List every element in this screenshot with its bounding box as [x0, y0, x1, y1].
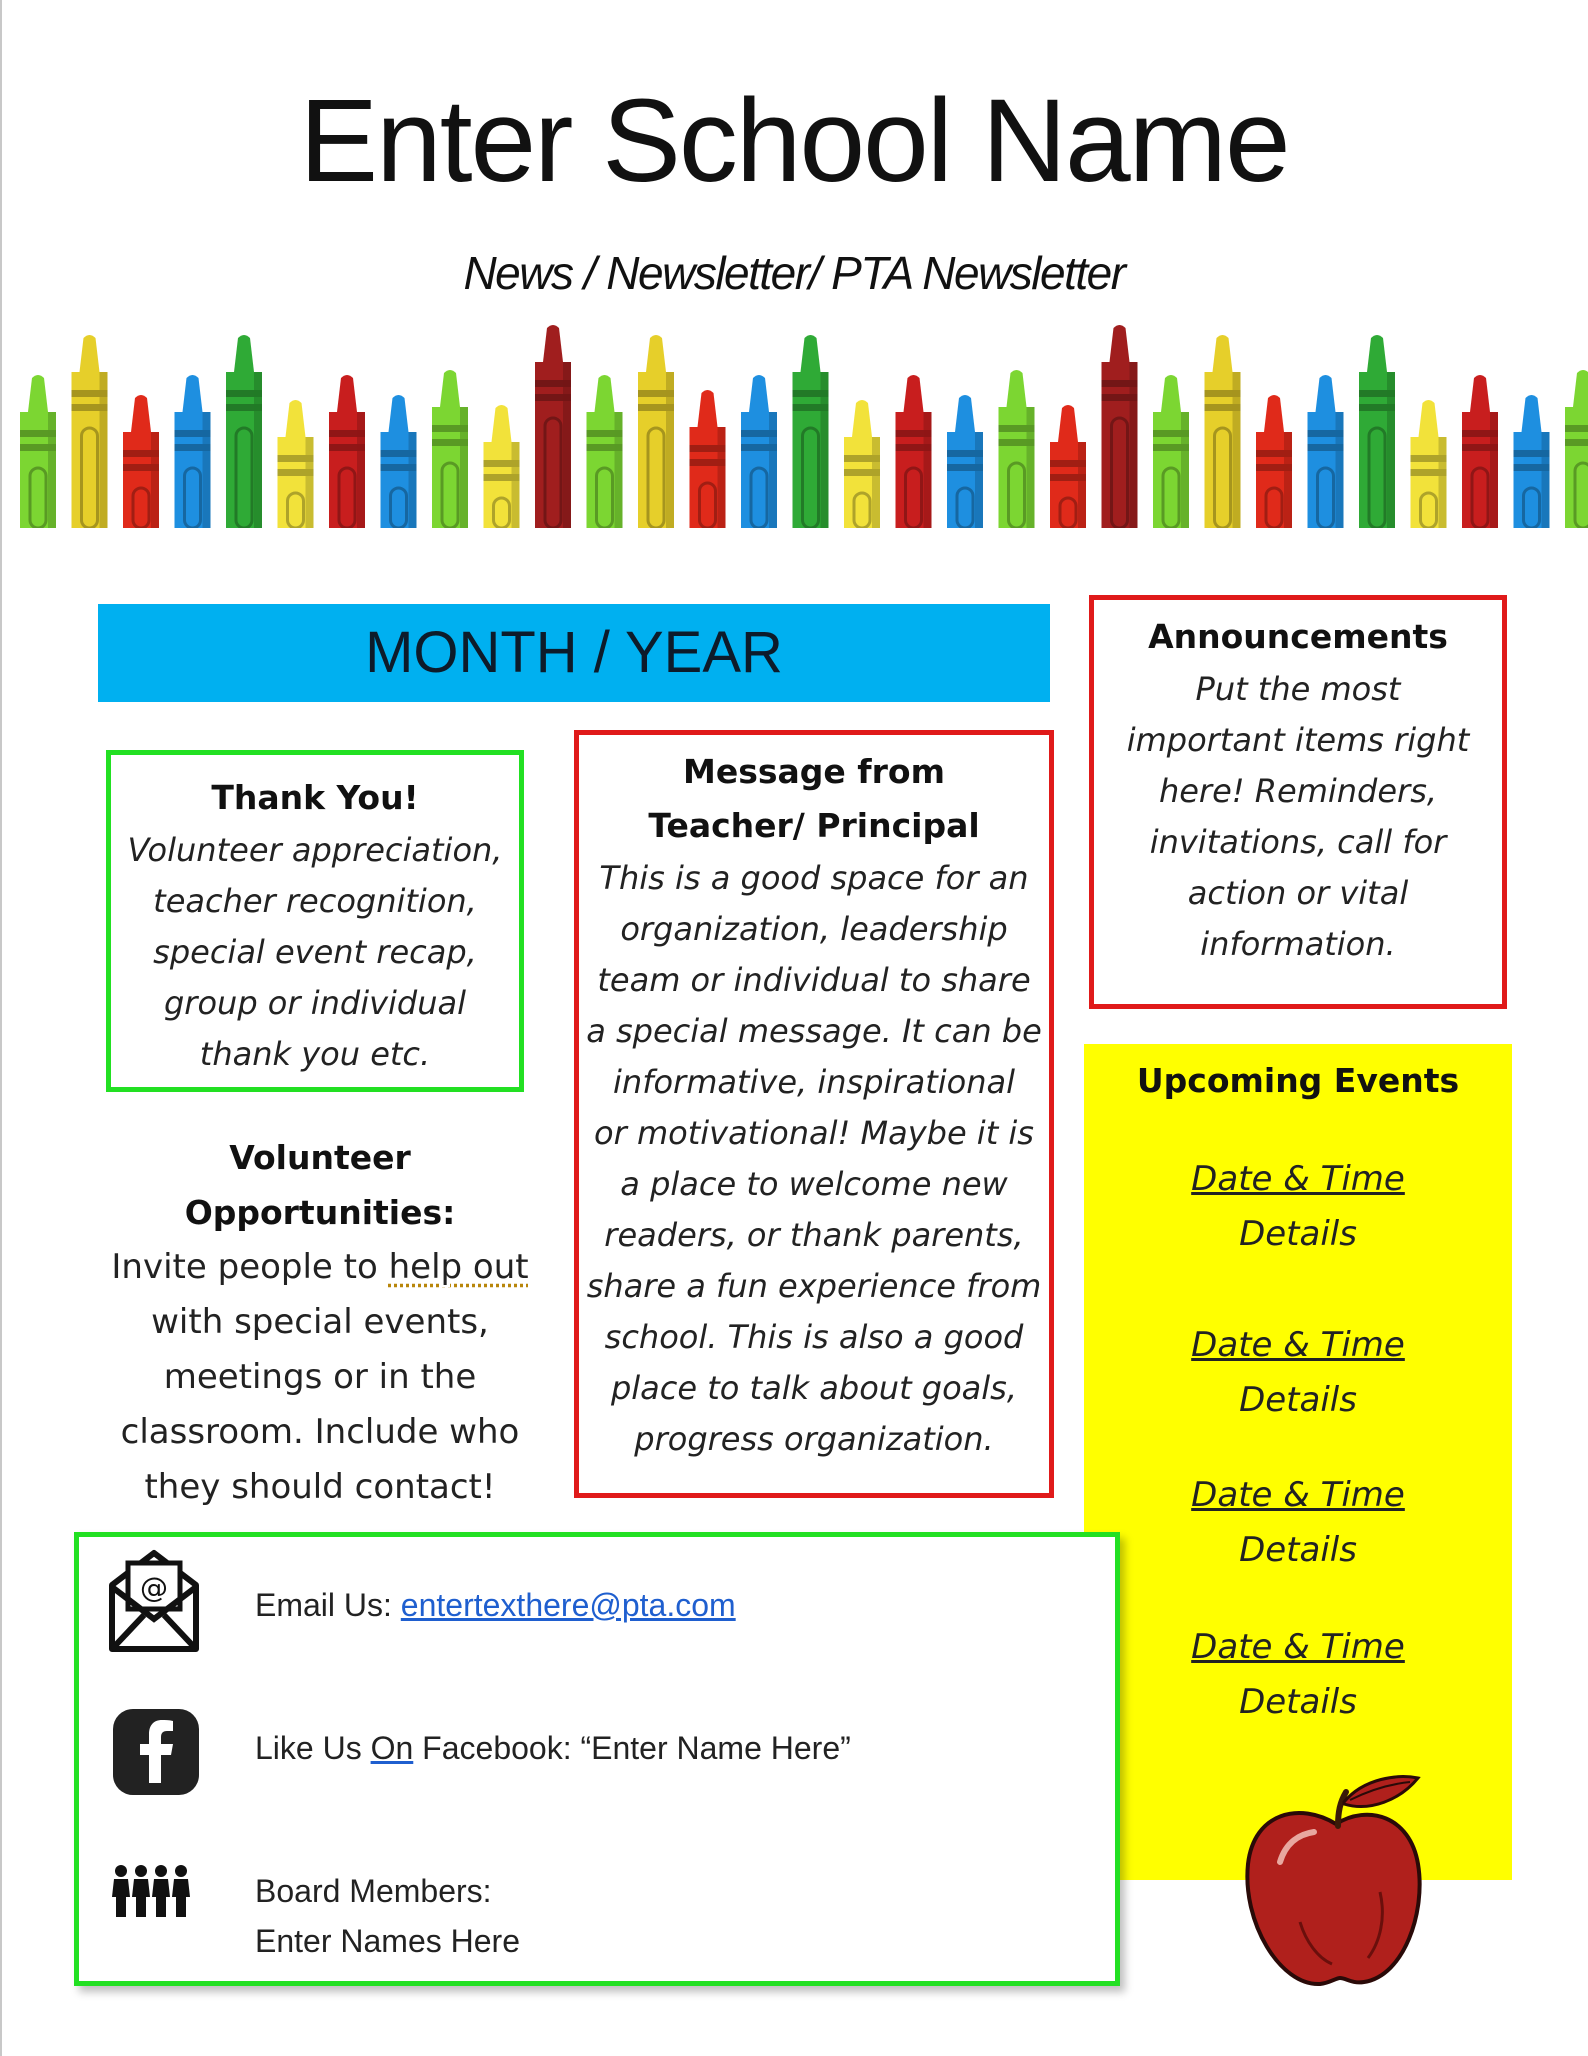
volunteer-line: with special events, — [151, 1302, 489, 1342]
crayon — [278, 400, 314, 528]
volunteer-title: Volunteer Opportunities: — [184, 1138, 456, 1232]
crayon — [1565, 370, 1588, 528]
crayon — [175, 375, 211, 528]
message-line: progress organization. — [634, 1420, 994, 1458]
crayon — [432, 370, 468, 528]
crayon — [947, 395, 983, 528]
school-name: Enter School Name — [299, 75, 1289, 207]
event-details: Details — [1239, 1380, 1357, 1420]
message-title: Teacher/ Principal — [648, 806, 980, 845]
message-line: organization, leadership — [620, 910, 1008, 948]
crayon — [1308, 375, 1344, 528]
message-line: or motivational! Maybe it is — [594, 1114, 1034, 1152]
upcoming-events-box — [1084, 1044, 1512, 1880]
facebook-line — [255, 1730, 851, 1767]
announcements-line: action or vital — [1187, 874, 1409, 912]
crayon — [1462, 375, 1498, 528]
announcements-line: invitations, call for — [1149, 823, 1447, 861]
announcements-line: Put the most — [1195, 670, 1401, 708]
announcements-line: here! Reminders, — [1158, 772, 1438, 810]
announcements-line: important items right — [1126, 721, 1470, 759]
event-details: Details — [1239, 1530, 1357, 1570]
volunteer-line-start: Invite people to — [111, 1247, 389, 1287]
crayon — [123, 395, 159, 528]
crayon — [1359, 335, 1395, 528]
thank-you-box — [106, 750, 524, 1092]
crayon — [484, 405, 520, 528]
announcements-title: Announcements — [1148, 617, 1448, 656]
crayon — [741, 375, 777, 528]
facebook-on-text: On — [370, 1730, 414, 1766]
svg-text:@: @ — [140, 1571, 168, 1604]
thank-you-line: Volunteer appreciation, — [127, 831, 503, 869]
volunteer-line — [90, 1240, 550, 1295]
message-line: readers, or thank parents, — [604, 1216, 1024, 1254]
crayon — [896, 375, 932, 528]
crayon — [1050, 405, 1086, 528]
thank-you-line: thank you etc. — [199, 1035, 431, 1073]
contact-box — [74, 1532, 1120, 1986]
newsletter-subtitle: News / Newsletter/ PTA Newsletter — [463, 247, 1125, 299]
announcements-line: information. — [1200, 925, 1396, 963]
email-line — [255, 1587, 736, 1624]
email-label: Email Us: — [255, 1587, 401, 1623]
message-line: team or individual to share — [597, 961, 1031, 999]
event-item — [1084, 1152, 1512, 1262]
page-edge — [0, 0, 2, 2056]
crayon-border — [16, 322, 1588, 528]
upcoming-events-title: Upcoming Events — [1136, 1061, 1460, 1100]
message-line: place to talk about goals, — [610, 1369, 1018, 1407]
announcements-box — [1089, 595, 1507, 1009]
message-line: share a fun experience from — [586, 1267, 1042, 1305]
crayon — [844, 400, 880, 528]
crayon — [690, 390, 726, 528]
event-date: Date & Time — [1191, 1325, 1405, 1365]
thank-you-line: group or individual — [163, 984, 466, 1022]
thank-you-title: Thank You! — [211, 778, 419, 817]
crayon — [1514, 395, 1550, 528]
event-item — [1084, 1468, 1512, 1578]
month-year-banner: MONTH / YEAR — [98, 604, 1050, 702]
event-item — [1084, 1620, 1512, 1730]
people-group-icon — [111, 1863, 191, 1919]
crayon — [587, 375, 623, 528]
crayon — [1411, 400, 1447, 528]
crayon — [535, 325, 571, 528]
crayon — [381, 395, 417, 528]
crayon — [1153, 375, 1189, 528]
crayon — [1256, 395, 1292, 528]
help-out-text: help out — [388, 1247, 529, 1287]
crayon — [329, 375, 365, 528]
email-envelope-icon — [104, 1549, 204, 1655]
board-members-label: Board Members: — [255, 1873, 492, 1909]
event-date: Date & Time — [1191, 1627, 1405, 1667]
crayon — [999, 370, 1035, 528]
message-line: a place to welcome new — [620, 1165, 1008, 1203]
facebook-label-start: Like Us — [255, 1730, 371, 1766]
message-line: This is a good space for an — [599, 859, 1029, 897]
message-box — [574, 730, 1054, 1498]
crayon — [1102, 325, 1138, 528]
event-date: Date & Time — [1191, 1475, 1405, 1515]
event-details: Details — [1239, 1682, 1357, 1722]
board-members-names: Enter Names Here — [255, 1923, 520, 1959]
apple-icon — [1240, 1772, 1430, 1990]
volunteer-line: classroom. Include who — [120, 1412, 520, 1452]
crayon — [226, 335, 262, 528]
message-line: informative, inspirational — [613, 1063, 1015, 1101]
event-date: Date & Time — [1191, 1159, 1405, 1199]
message-title: Message from — [683, 752, 945, 791]
crayon — [72, 335, 108, 528]
volunteer-line: meetings or in the — [163, 1357, 477, 1397]
crayon — [20, 375, 56, 528]
event-details: Details — [1239, 1214, 1357, 1254]
email-link[interactable]: entertexthere@pta.com — [400, 1587, 736, 1623]
message-line: school. This is also a good — [604, 1318, 1024, 1356]
thank-you-line: special event recap, — [153, 933, 477, 971]
facebook-icon — [111, 1707, 201, 1797]
facebook-label-end: Facebook: “Enter Name Here” — [413, 1730, 851, 1766]
crayon — [638, 335, 674, 528]
crayon — [1205, 335, 1241, 528]
thank-you-line: teacher recognition, — [153, 882, 477, 920]
crayon — [793, 335, 829, 528]
volunteer-line: they should contact! — [144, 1467, 496, 1507]
volunteer-section — [90, 1130, 550, 1515]
message-line: a special message. It can be — [586, 1012, 1042, 1050]
event-item — [1084, 1318, 1512, 1428]
